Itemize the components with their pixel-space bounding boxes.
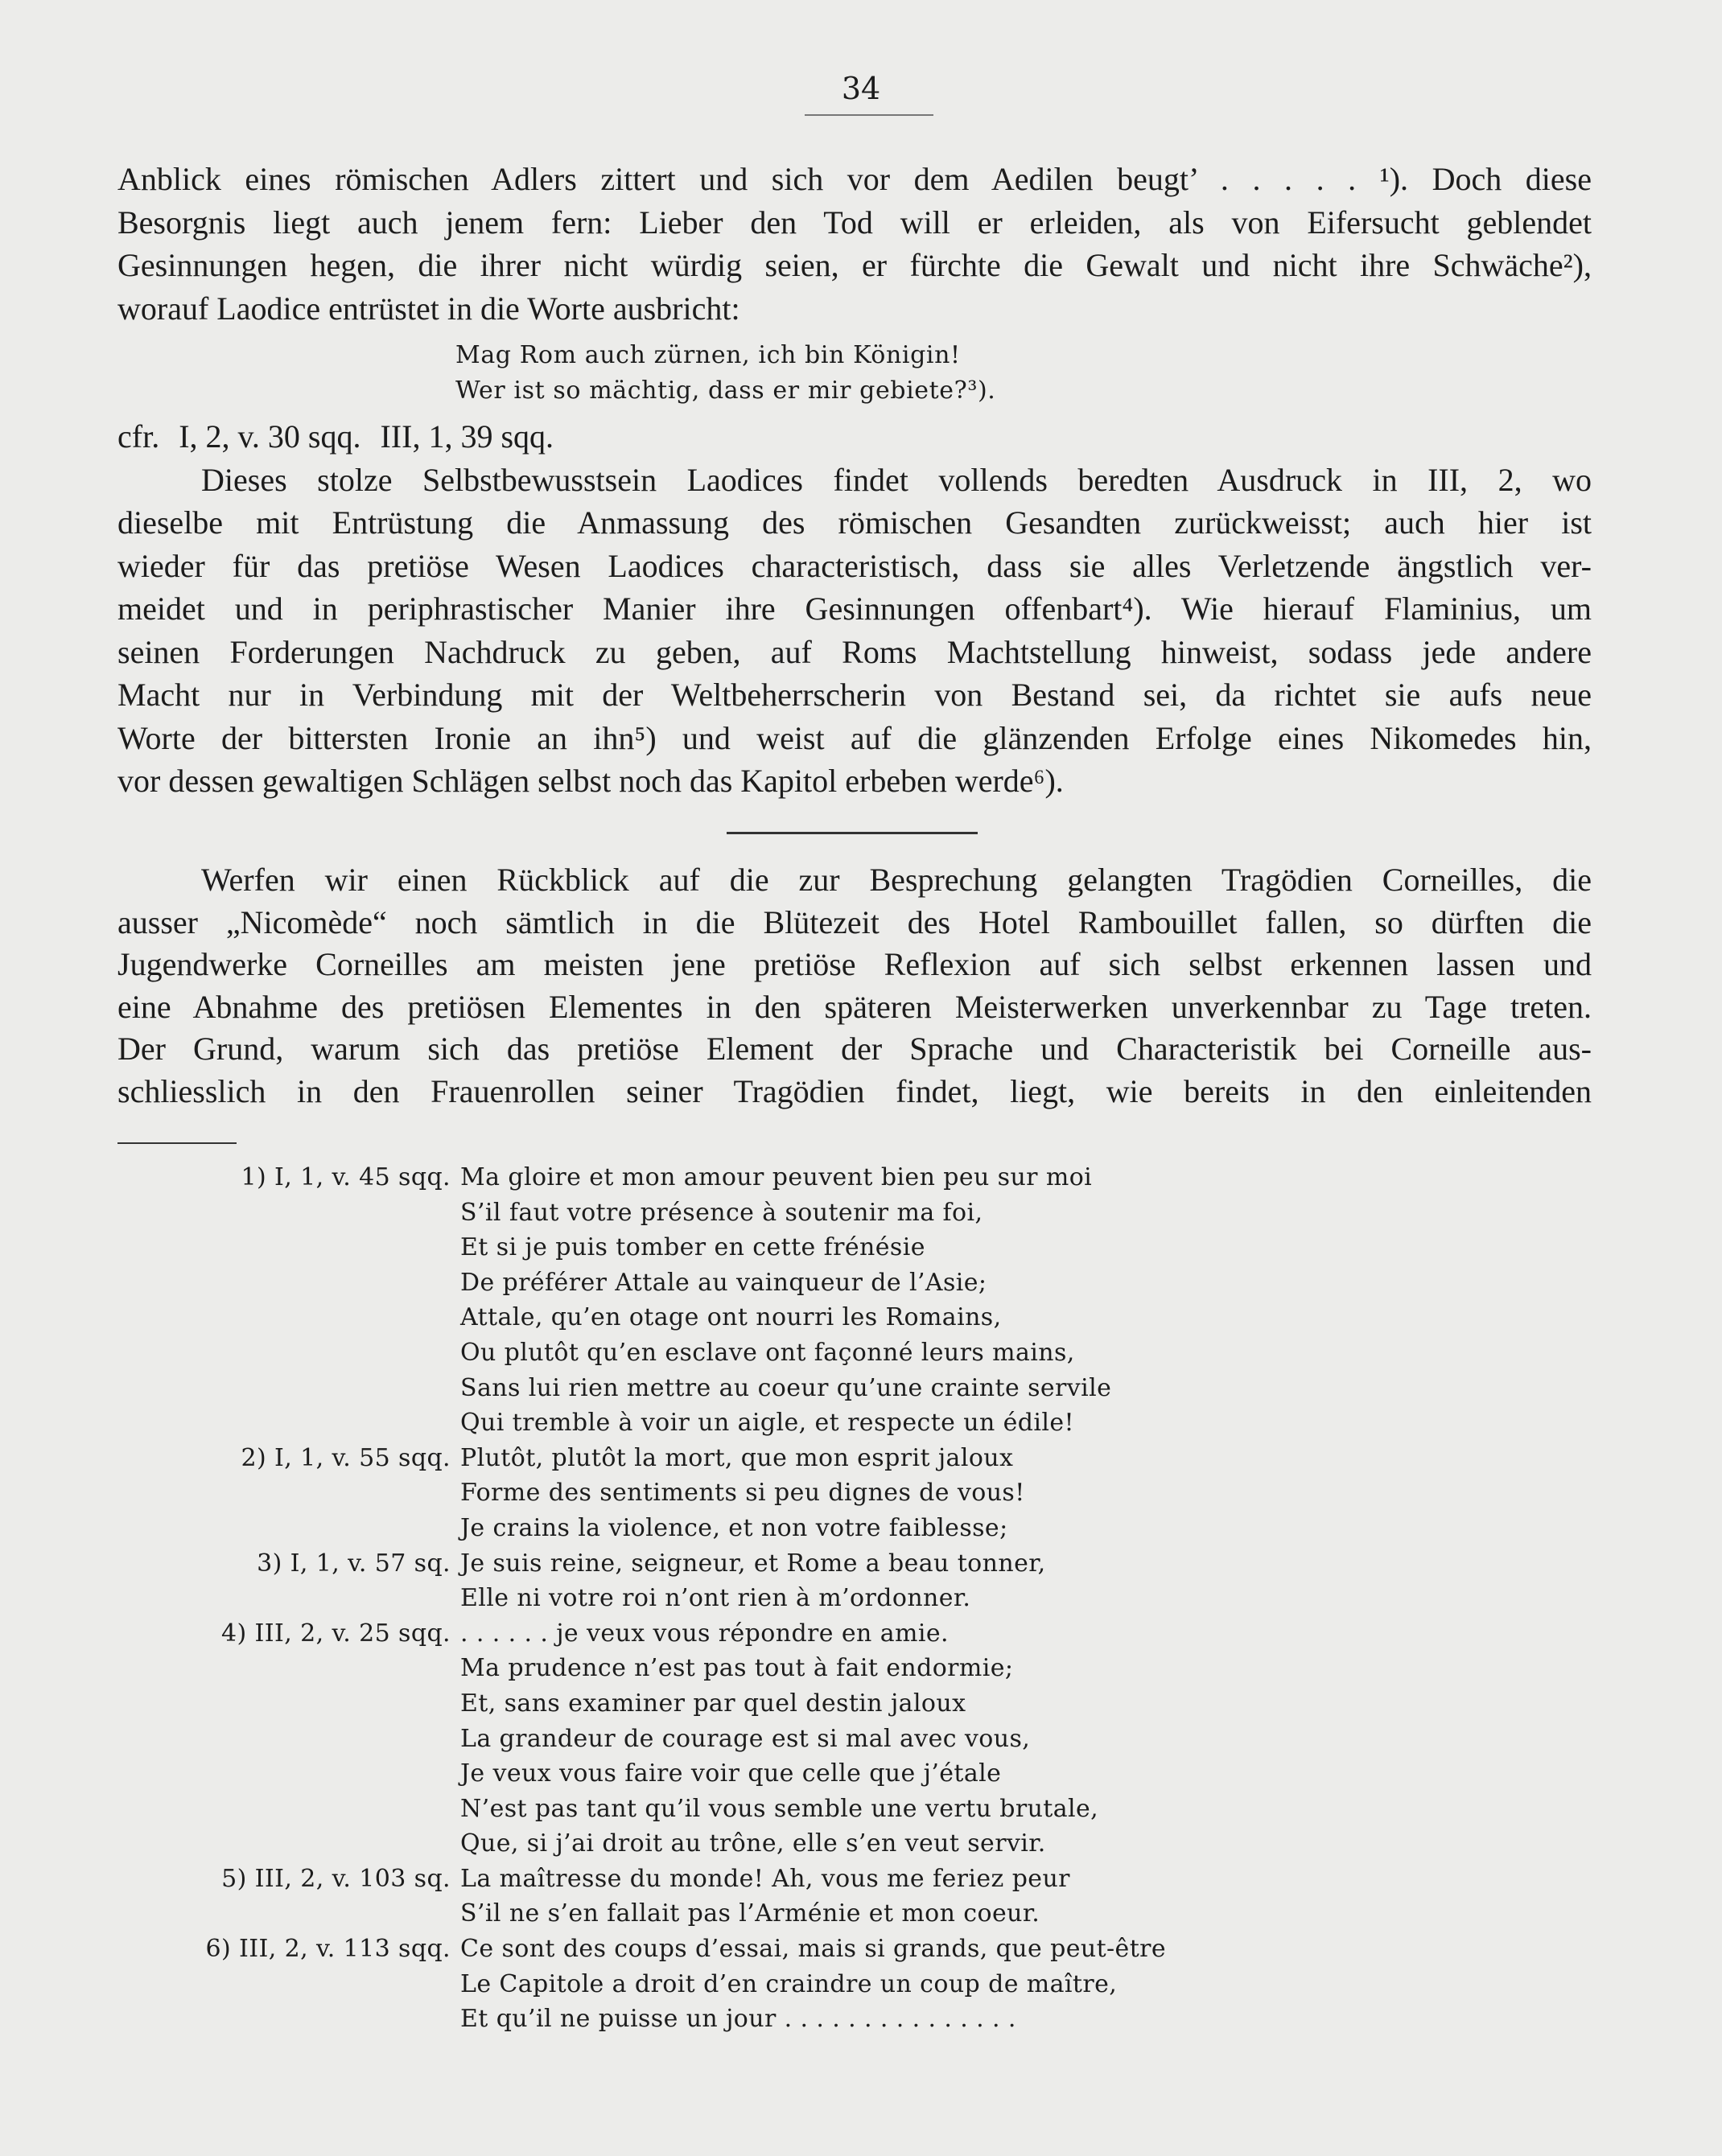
footnotes (117, 1160, 1485, 2037)
text-line: seinen Forderungen Nachdruck zu geben, auf Roms Machtstellung hinweist, sodass jede andere (117, 633, 1592, 670)
verse-line: Je crains la violence, et non votre faiblesse; (460, 1513, 1008, 1542)
footnote (117, 1160, 1485, 1441)
verse-line: Et, sans examiner par quel destin jaloux (460, 1689, 966, 1718)
verse-line: Ma prudence n’est pas tout à fait endormie; (460, 1654, 1014, 1683)
verse-line: Ou plutôt qu’en esclave ont façonné leurs mains, (460, 1338, 1075, 1367)
text-line: wieder für das pretiöse Wesen Laodices characteristisch, dass sie alles Verletzende ängstlich ver- (117, 547, 1592, 584)
footnote (117, 1862, 1485, 1932)
verse-line: N’est pas tant qu’il vous semble une vertu brutale, (460, 1794, 1099, 1823)
verse-line: De préférer Attale au vainqueur de l’Asie; (460, 1268, 987, 1297)
footnote-ref: 6) III, 2, v. 113 sqq. (205, 1935, 451, 1964)
text-line: vor dessen gewaltigen Schlägen selbst noch das Kapitol erbeben werde⁶). (117, 763, 1064, 799)
main-text (117, 158, 1592, 803)
text-line: Besorgnis liegt auch jenem fern: Lieber den Tod will er erleiden, als von Eifersucht geblendet (117, 204, 1592, 241)
page-number-rule (805, 114, 933, 116)
verse-line: Forme des sentiments si peu dignes de vous! (460, 1479, 1025, 1508)
verse-line: La grandeur de courage est si mal avec vous, (460, 1724, 1031, 1753)
verse-line: Plutôt, plutôt la mort, que mon esprit jaloux (460, 1443, 1014, 1472)
text-line: meidet und in periphrastischer Manier ihre Gesinnungen offenbart⁴). Wie hierauf Flaminius, um (117, 590, 1592, 627)
text-line: dieselbe mit Entrüstung die Anmassung des römischen Gesandten zurückweisst; auch hier ist (117, 504, 1592, 541)
footnote-ref: 1) I, 1, v. 45 sqq. (241, 1163, 451, 1191)
footnote (117, 1546, 1485, 1616)
footnote (117, 1441, 1485, 1546)
cfr-ref-1: I, 2, v. 30 sqq. (179, 418, 361, 455)
text-line: Macht nur in Verbindung mit der Weltbeherrscherin von Bestand sei, da richtet sie aufs neue (117, 677, 1592, 713)
verse-line: Attale, qu’en otage ont nourri les Romains, (460, 1303, 1002, 1332)
page-number: 34 (841, 71, 881, 106)
verse-line: Que, si j’ai droit au trône, elle s’en veut servir. (460, 1829, 1046, 1858)
text-line: schliesslich in den Frauenrollen seiner Tragödien findet, liegt, wie bereits in den einleitenden (117, 1072, 1592, 1109)
verse-line: Qui tremble à voir un aigle, et respecte un édile! (460, 1409, 1074, 1438)
text-line: Dieses stolze Selbstbewusstsein Laodices findet vollends beredten Ausdruck in III, 2, wo (201, 461, 1592, 498)
footnote-ref: 4) III, 2, v. 25 sqq. (220, 1619, 451, 1648)
verse-line: Ma gloire et mon amour peuvent bien peu sur moi (460, 1163, 1093, 1191)
verse-line: Mag Rom auch zürnen, ich bin Königin! (455, 341, 961, 369)
paragraph-3 (117, 859, 1592, 1113)
text-line: eine Abnahme des pretiösen Elementes in den späteren Meisterwerken unverkennbar zu Tage treten. (117, 988, 1592, 1025)
verse-line: Sans lui rien mettre au coeur qu’une crainte servile (460, 1373, 1112, 1402)
footnote-ref: 5) III, 2, v. 103 sq. (221, 1864, 451, 1893)
cfr-ref-2: III, 1, 39 sqq. (380, 418, 554, 455)
verse-line: Je veux vous faire voir que celle que j’étale (460, 1759, 1002, 1788)
paragraph-2 (117, 459, 1592, 803)
text-line: Anblick eines römischen Adlers zittert und sich vor dem Aedilen beugt’ . . . . . ¹). Doch diese (117, 161, 1592, 197)
verse-line: Et qu’il ne puisse un jour . . . . . . . . . . . . . . . (460, 2005, 1016, 2034)
text-line: Jugendwerke Corneilles am meisten jene pretiöse Reflexion auf sich selbst erkennen lassen und (117, 946, 1592, 982)
verse-line: S’il ne s’en fallait pas l’Arménie et mon coeur. (460, 1899, 1040, 1928)
verse-line: Et si je puis tomber en cette frénésie (460, 1233, 925, 1262)
verse-quote (455, 338, 1592, 409)
cross-reference (117, 415, 1592, 459)
verse-line: Je suis reine, seigneur, et Rome a beau tonner, (460, 1549, 1046, 1578)
verse-line: Wer ist so mächtig, dass er mir gebiete?³). (455, 376, 996, 405)
text-line: Gesinnungen hegen, die ihrer nicht würdig seien, er fürchte die Gewalt und nicht ihre Schwäche²), (117, 247, 1592, 283)
verse-line: Le Capitole a droit d’en craindre un coup de maître, (460, 1969, 1118, 1998)
footnote (117, 1932, 1485, 2037)
verse-line: S’il faut votre présence à soutenir ma foi, (460, 1198, 983, 1227)
section-divider (727, 832, 978, 834)
text-line: Der Grund, warum sich das pretiöse Element der Sprache und Characteristik bei Corneille aus- (117, 1031, 1592, 1067)
main-text-continued (117, 859, 1592, 1113)
footnote-ref: 3) I, 1, v. 57 sq. (257, 1549, 451, 1578)
footnote (117, 1616, 1485, 1862)
verse-line: La maîtresse du monde! Ah, vous me feriez peur (460, 1864, 1070, 1893)
text-line: Worte der bittersten Ironie an ihn⁵) und weist auf die glänzenden Erfolge eines Nikomedes hin, (117, 719, 1592, 756)
text-line: Werfen wir einen Rückblick auf die zur Besprechung gelangten Tragödien Corneilles, die (201, 862, 1592, 898)
text-line: ausser „Nicomède“ noch sämtlich in die Blütezeit des Hotel Rambouillet fallen, so dürften die (117, 903, 1592, 940)
verse-line: . . . . . . je veux vous répondre en amie. (460, 1619, 949, 1648)
footnote-ref: 2) I, 1, v. 55 sqq. (241, 1443, 451, 1472)
text-line: worauf Laodice entrüstet in die Worte ausbricht: (117, 290, 740, 327)
cfr-label: cfr. (117, 418, 160, 455)
paragraph-1 (117, 158, 1592, 330)
verse-line: Ce sont des coups d’essai, mais si grands, que peut-être (460, 1935, 1167, 1964)
footnote-rule (117, 1142, 237, 1144)
verse-line: Elle ni votre roi n’ont rien à m’ordonner. (460, 1584, 971, 1613)
